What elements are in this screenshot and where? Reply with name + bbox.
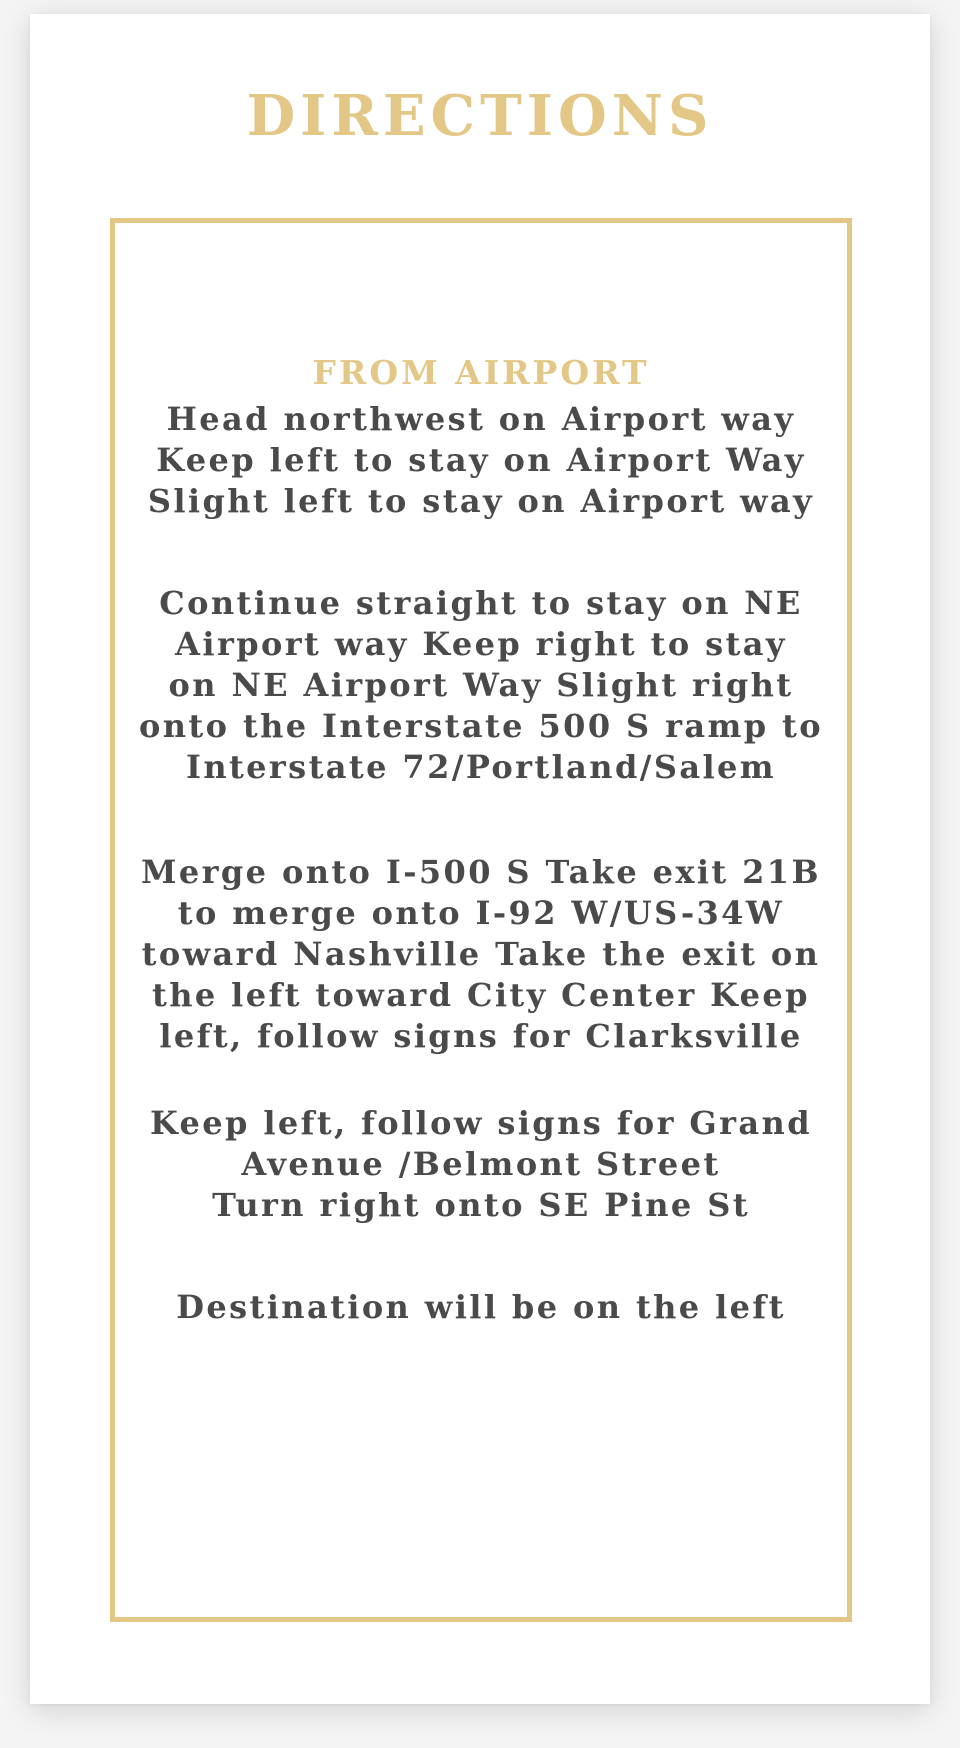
step-line: Interstate 72/Portland/Salem bbox=[185, 748, 777, 786]
step-line: Continue straight to stay on NE bbox=[159, 584, 803, 622]
step-line: Head northwest on Airport way bbox=[166, 400, 796, 438]
directions-frame bbox=[110, 218, 852, 1622]
step-line: left, follow signs for Clarksville bbox=[159, 1017, 803, 1055]
step-line: the left toward City Center Keep bbox=[152, 976, 810, 1014]
step-line: toward Nashville Take the exit on bbox=[141, 935, 821, 973]
direction-step-5 bbox=[115, 1287, 847, 1328]
step-line: to merge onto I-92 W/US-34W bbox=[177, 894, 785, 932]
direction-step-2 bbox=[115, 583, 847, 788]
direction-step-4 bbox=[115, 1103, 847, 1226]
step-line: Avenue /Belmont Street bbox=[241, 1145, 721, 1183]
section-heading: FROM AIRPORT bbox=[312, 353, 650, 392]
step-line: Airport way Keep right to stay bbox=[175, 625, 787, 663]
step-line: Keep left to stay on Airport Way bbox=[156, 441, 806, 479]
step-line: Slight left to stay on Airport way bbox=[147, 482, 815, 520]
direction-step-3 bbox=[115, 852, 847, 1057]
page-title: DIRECTIONS bbox=[246, 83, 714, 149]
directions-card bbox=[30, 14, 930, 1704]
step-line: onto the Interstate 500 S ramp to bbox=[139, 707, 823, 745]
step-line: Turn right onto SE Pine St bbox=[212, 1186, 750, 1224]
direction-step-1 bbox=[115, 399, 847, 522]
step-line: on NE Airport Way Slight right bbox=[168, 666, 794, 704]
step-line: Merge onto I-500 S Take exit 21B bbox=[141, 853, 821, 891]
step-line: Keep left, follow signs for Grand bbox=[150, 1104, 812, 1142]
step-line: Destination will be on the left bbox=[176, 1288, 786, 1326]
